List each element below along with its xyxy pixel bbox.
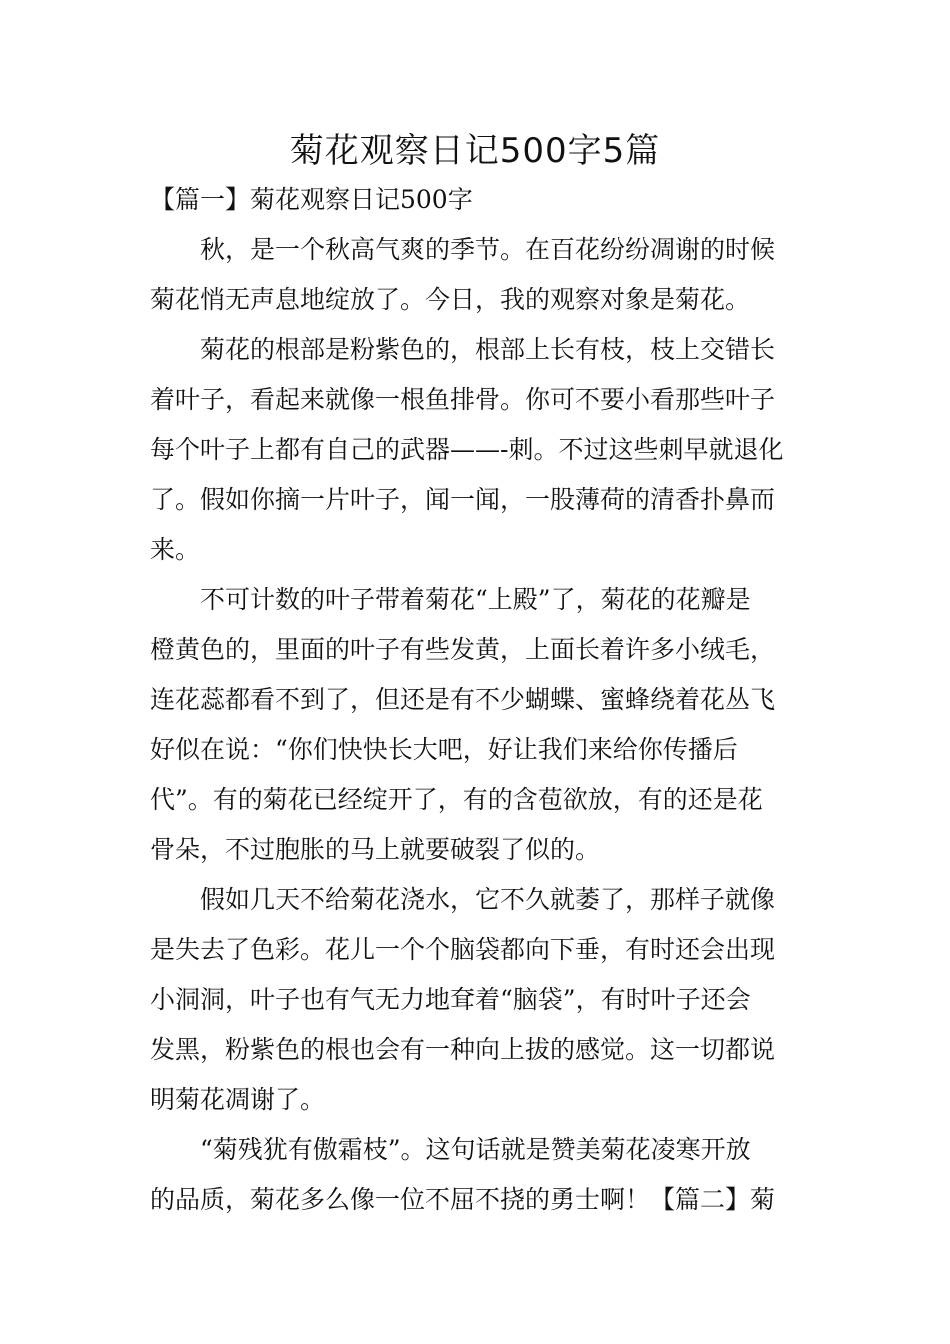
- text-line: “菊残犹有傲霜枝”。这句话就是赞美菊花凌寒开放: [200, 1135, 751, 1164]
- section-heading: 【篇一】菊花观察日记500字: [150, 185, 473, 214]
- text-line: 代”。有的菊花已经绽开了，有的含苞欲放，有的还是花: [150, 785, 763, 814]
- text-line: 发黑，粉紫色的根也会有一种向上拔的感觉。这一切都说: [150, 1035, 776, 1064]
- text-line: 明菊花凋谢了。: [150, 1085, 326, 1114]
- text-line: 的品质，菊花多么像一位不屈不挠的勇士啊！【篇二】菊: [150, 1185, 776, 1214]
- text-line: 假如几天不给菊花浇水，它不久就萎了，那样子就像: [200, 885, 776, 914]
- text-line: 是失去了色彩。花儿一个个脑袋都向下垂，有时还会出现: [150, 935, 776, 964]
- text-line: 来。: [150, 535, 201, 564]
- text-line: 好似在说：“你们快快长大吧，好让我们来给你传播后: [150, 735, 738, 764]
- text-line: 秋，是一个秋高气爽的季节。在百花纷纷凋谢的时候: [200, 235, 776, 264]
- text-line: 橙黄色的，里面的叶子有些发黄，上面长着许多小绒毛，: [150, 635, 776, 664]
- text-line: 小洞洞，叶子也有气无力地耷着“脑袋”，有时叶子还会: [150, 985, 751, 1014]
- text-line: 骨朵，不过胞胀的马上就要破裂了似的。: [150, 835, 601, 864]
- text-line: 了。假如你摘一片叶子，闻一闻，一股薄荷的清香扑鼻而: [150, 485, 776, 514]
- text-line: 菊花的根部是粉紫色的，根部上长有枝，枝上交错长: [200, 335, 776, 364]
- text-line: 着叶子，看起来就像一根鱼排骨。你可不要小看那些叶子: [150, 385, 776, 414]
- text-line: 每个叶子上都有自己的武器——-刺。不过这些刺早就退化: [150, 435, 784, 464]
- text-line: 菊花悄无声息地绽放了。今日，我的观察对象是菊花。: [150, 285, 751, 314]
- text-line: 不可计数的叶子带着菊花“上殿”了，菊花的花瓣是: [200, 585, 751, 614]
- text-line: 连花蕊都看不到了，但还是有不少蝴蝶、蜜蜂绕着花丛飞: [150, 685, 776, 714]
- document-title: 菊花观察日记500字5篇: [289, 131, 661, 171]
